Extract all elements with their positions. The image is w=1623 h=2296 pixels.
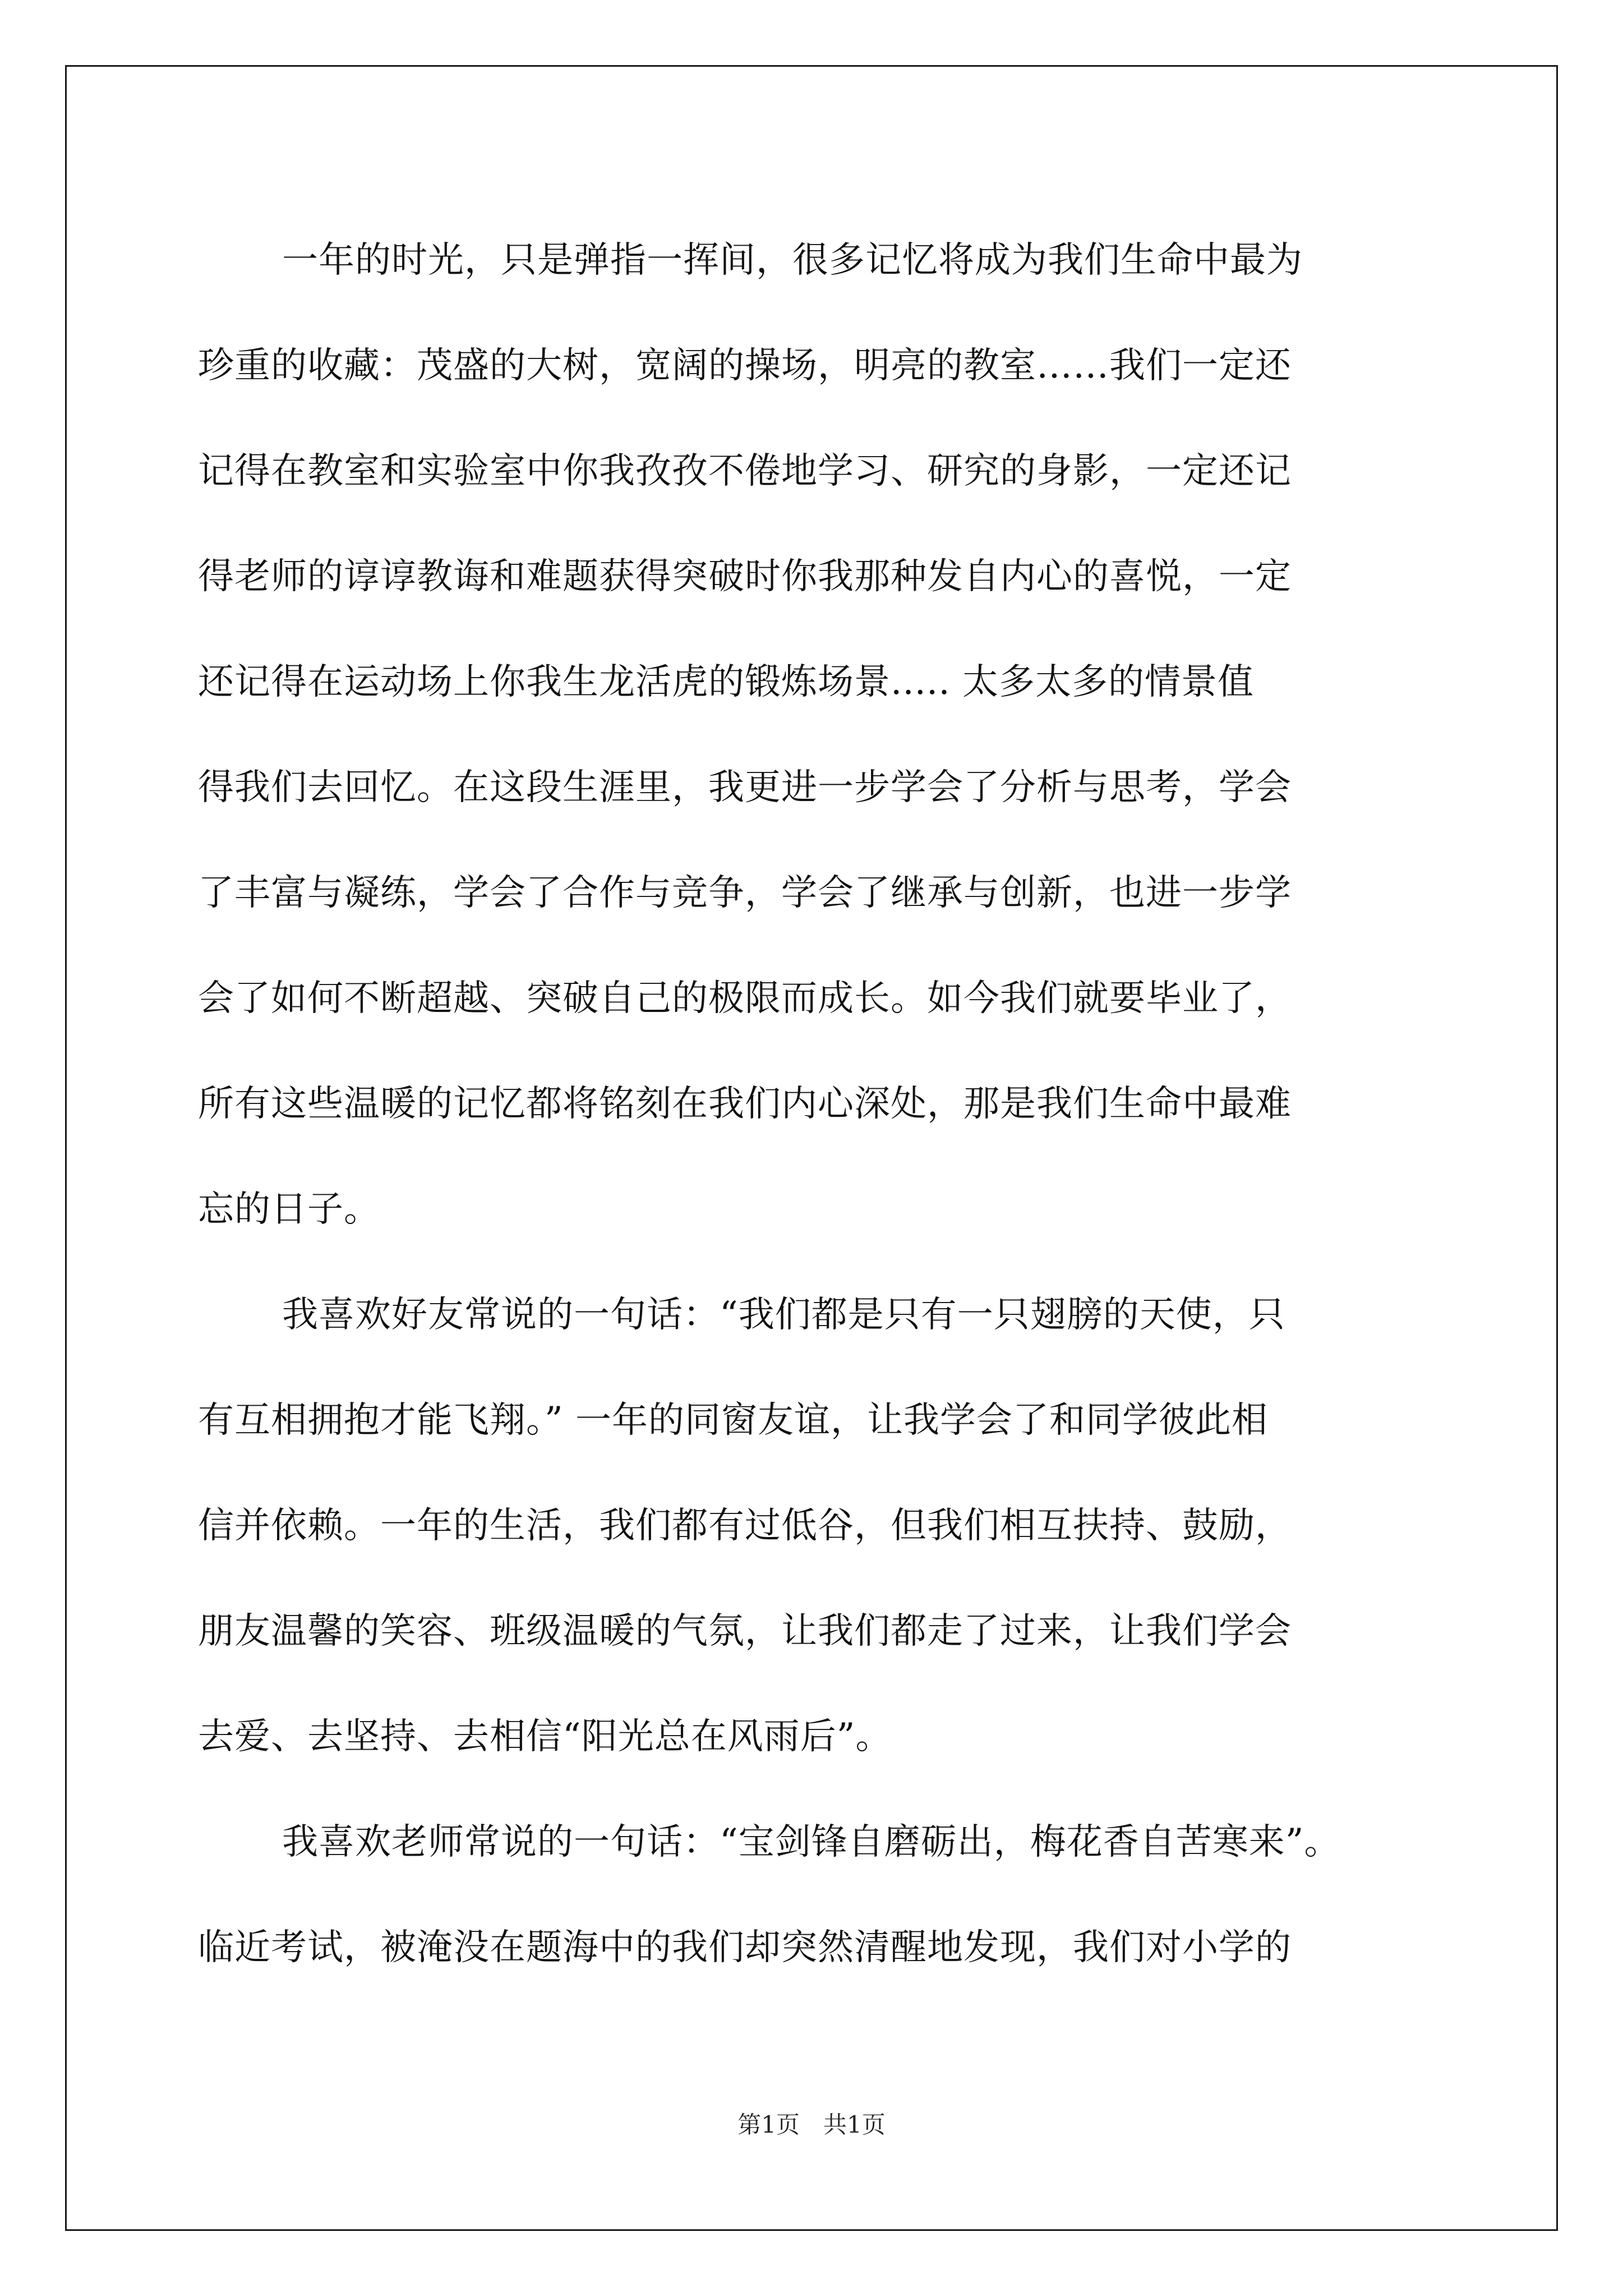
text-line: 所有这些温暖的记忆都将铭刻在我们内心深处，那是我们生命中最难	[198, 1083, 1292, 1125]
paragraph-3	[198, 1789, 1463, 2000]
text-line: 一年的时光，只是弹指一挥间，很多记忆将成为我们生命中最为	[282, 240, 1303, 281]
text-line: 信并依赖。一年的生活，我们都有过低谷，但我们相互扶持、鼓励，	[198, 1505, 1292, 1547]
page-number-total: 共1页	[823, 2111, 886, 2138]
text-line: 我喜欢好友常说的一句话：“我们都是只有一只翅膀的天使，只	[282, 1294, 1285, 1336]
text-line: 了丰富与凝练，学会了合作与竞争，学会了继承与创新，也进一步学	[198, 872, 1292, 914]
text-line: 记得在教室和实验室中你我孜孜不倦地学习、研究的身影，一定还记	[198, 450, 1292, 492]
page-footer	[0, 2106, 1623, 2140]
text-line: 朋友温馨的笑容、班级温暖的气氛，让我们都走了过来，让我们学会	[198, 1611, 1292, 1652]
text-line: 珍重的收藏：茂盛的大树，宽阔的操场，明亮的教室……我们一定还	[198, 345, 1292, 386]
paragraph-1	[198, 208, 1463, 1262]
page-number-current: 第1页	[737, 2111, 800, 2138]
paragraph-2	[198, 1262, 1463, 1789]
document-body	[198, 208, 1463, 2000]
text-line: 我喜欢老师常说的一句话：“宝剑锋自磨砺出，梅花香自苦寒来”。	[282, 1821, 1341, 1863]
text-line: 有互相拥抱才能飞翔。” 一年的同窗友谊，让我学会了和同学彼此相	[198, 1400, 1269, 1441]
text-line: 去爱、去坚持、去相信“阳光总在风雨后”。	[198, 1716, 892, 1757]
text-line: 会了如何不断超越、突破自己的极限而成长。如今我们就要毕业了，	[198, 978, 1292, 1019]
text-line: 还记得在运动场上你我生龙活虎的锻炼场景..... 太多太多的情景值	[198, 661, 1255, 703]
text-line: 临近考试，被淹没在题海中的我们却突然清醒地发现，我们对小学的	[198, 1927, 1292, 1968]
text-line: 得我们去回忆。在这段生涯里，我更进一步学会了分析与思考，学会	[198, 767, 1292, 808]
text-line: 忘的日子。	[198, 1189, 380, 1230]
text-line: 得老师的谆谆教诲和难题获得突破时你我那种发自内心的喜悦，一定	[198, 556, 1292, 597]
